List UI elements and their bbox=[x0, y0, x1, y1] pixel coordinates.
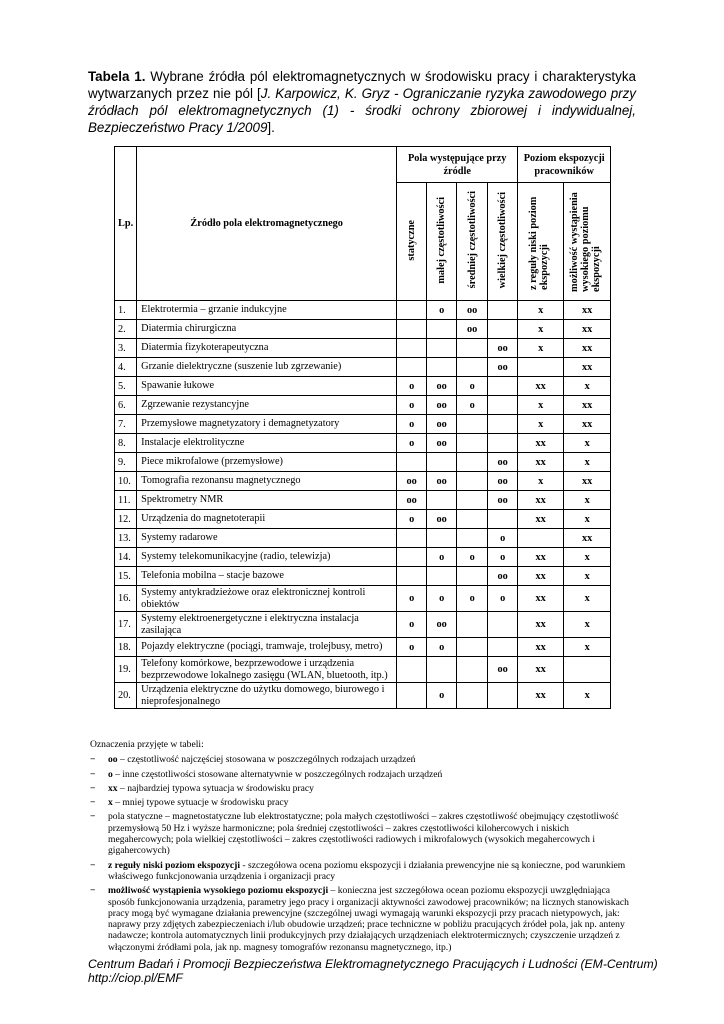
cell-low bbox=[427, 491, 457, 510]
cell-low bbox=[427, 529, 457, 548]
cell-high-exp: x bbox=[564, 377, 611, 396]
cell-mid: oo bbox=[457, 301, 488, 320]
cell-high-exp: xx bbox=[564, 320, 611, 339]
footer-institution: Centrum Badań i Promocji Bezpieczeństwa Elektromagnetycznego Pracujących i Ludności (EM-Centrum) bbox=[88, 957, 658, 971]
cell-mid: o bbox=[457, 586, 488, 612]
dash-icon: − bbox=[90, 859, 96, 871]
cell-mid bbox=[457, 339, 488, 358]
row-source: Urządzenia do magnetoterapii bbox=[137, 510, 397, 529]
cell-mid bbox=[457, 358, 488, 377]
cell-low: oo bbox=[427, 415, 457, 434]
table-row bbox=[115, 657, 611, 683]
legend-notes bbox=[90, 739, 632, 956]
table-row bbox=[115, 683, 611, 709]
cell-high-exp: x bbox=[564, 491, 611, 510]
table-row bbox=[115, 358, 611, 377]
footer bbox=[88, 957, 658, 985]
row-number: 19. bbox=[115, 657, 137, 683]
row-source: Diatermia chirurgiczna bbox=[137, 320, 397, 339]
cell-low: oo bbox=[427, 434, 457, 453]
cell-static bbox=[397, 301, 427, 320]
row-number: 20. bbox=[115, 683, 137, 709]
cell-high-exp: x bbox=[564, 586, 611, 612]
note-key: możliwość wystąpienia wysokiego poziomu ekspozycji bbox=[108, 885, 329, 897]
table-row bbox=[115, 529, 611, 548]
cell-low bbox=[427, 567, 457, 586]
cell-low: o bbox=[427, 548, 457, 567]
cell-high: oo bbox=[488, 339, 518, 358]
dash-icon: − bbox=[90, 811, 96, 823]
cell-static bbox=[397, 453, 427, 472]
table-row bbox=[115, 396, 611, 415]
cell-high: oo bbox=[488, 358, 518, 377]
row-source: Tomografia rezonansu magnetycznego bbox=[137, 472, 397, 491]
cell-mid bbox=[457, 415, 488, 434]
cell-mid bbox=[457, 529, 488, 548]
row-source: Telefony komórkowe, bezprzewodowe i urządzenia bezprzewodowe lokalnego zasięgu (WLAN, bluetooth, itp.) bbox=[137, 657, 397, 683]
note-key: x bbox=[108, 797, 113, 809]
cell-low: o bbox=[427, 586, 457, 612]
header-static: statyczne bbox=[397, 183, 427, 301]
cell-low: oo bbox=[427, 510, 457, 529]
cell-low-exp: xx bbox=[518, 510, 564, 529]
note-text: – mniej typowe sytuacje w środowisku pracy bbox=[112, 797, 289, 809]
cell-static: o bbox=[397, 377, 427, 396]
cell-high bbox=[488, 434, 518, 453]
cell-high-exp: xx bbox=[564, 472, 611, 491]
cell-static bbox=[397, 657, 427, 683]
cell-mid bbox=[457, 453, 488, 472]
header-lp: Lp. bbox=[115, 147, 137, 301]
cell-static bbox=[397, 339, 427, 358]
note-item bbox=[90, 783, 632, 794]
caption-label: Tabela 1. bbox=[88, 69, 146, 84]
row-number: 5. bbox=[115, 377, 137, 396]
cell-mid bbox=[457, 657, 488, 683]
dash-icon: − bbox=[90, 782, 96, 794]
row-source: Grzanie dielektryczne (suszenie lub zgrzewanie) bbox=[137, 358, 397, 377]
cell-low: oo bbox=[427, 612, 457, 638]
cell-mid bbox=[457, 434, 488, 453]
cell-low-exp: xx bbox=[518, 657, 564, 683]
cell-low-exp bbox=[518, 529, 564, 548]
table-row bbox=[115, 586, 611, 612]
note-item bbox=[90, 860, 632, 883]
cell-low-exp: xx bbox=[518, 586, 564, 612]
header-row-top bbox=[115, 147, 611, 183]
row-number: 18. bbox=[115, 638, 137, 657]
footer-url[interactable]: http://ciop.pl/EMF bbox=[88, 971, 183, 985]
table-row bbox=[115, 453, 611, 472]
cell-low-exp: xx bbox=[518, 638, 564, 657]
cell-static bbox=[397, 320, 427, 339]
table-row bbox=[115, 339, 611, 358]
cell-high bbox=[488, 510, 518, 529]
cell-high-exp: xx bbox=[564, 301, 611, 320]
cell-high-exp: xx bbox=[564, 358, 611, 377]
table-row bbox=[115, 567, 611, 586]
row-number: 9. bbox=[115, 453, 137, 472]
note-item bbox=[90, 811, 632, 856]
note-text: - szczegółowa ocena poziomu ekspozycji i działania prewencyjne nie są konieczne, pod warunkiem właściwego funkcjonowania urządzenia i organizacji pracy bbox=[108, 859, 626, 882]
row-number: 1. bbox=[115, 301, 137, 320]
cell-high-exp bbox=[564, 657, 611, 683]
row-source: Systemy telekomunikacyjne (radio, telewizja) bbox=[137, 548, 397, 567]
cell-high bbox=[488, 638, 518, 657]
cell-high: oo bbox=[488, 567, 518, 586]
header-source: Źródło pola elektromagnetycznego bbox=[137, 147, 397, 301]
cell-low-exp: xx bbox=[518, 434, 564, 453]
row-number: 11. bbox=[115, 491, 137, 510]
cell-low-exp: x bbox=[518, 339, 564, 358]
cell-mid bbox=[457, 567, 488, 586]
note-text: – konieczna jest szczegółowa ocean poziomu ekspozycji uwzględniająca sposób funkcjonowania urządzenia, parametry jego pracy i organizacji aktywności zawodowej pracowników; na licznych stanowiskach pracy mogą być wymagane działania prewencyjne (szczególnej uwagi wymagają warunki ekspozycji przy pracach nietypowych, jak: naprawy przy zdjętych zabezpieczeniach i/lub obudowie urządzeń; prace techniczne w pobliżu pracujących źródeł pola, jak np. anteny nadawcze; kontrola automatycznych linii produkcyjnych przy działających urządzeniach elektrotermicznych; czyszczenie urządzeń z włączonymi źródłami pola, jak np. magnesy tomografów rezonansu magnetycznego, itp.) bbox=[108, 885, 629, 953]
cell-high bbox=[488, 396, 518, 415]
cell-high-exp: xx bbox=[564, 415, 611, 434]
cell-low-exp: xx bbox=[518, 548, 564, 567]
cell-high-exp: x bbox=[564, 683, 611, 709]
row-source: Spawanie łukowe bbox=[137, 377, 397, 396]
cell-static bbox=[397, 567, 427, 586]
row-source: Elektrotermia – grzanie indukcyjne bbox=[137, 301, 397, 320]
row-number: 17. bbox=[115, 612, 137, 638]
note-key: o bbox=[108, 768, 113, 780]
cell-static bbox=[397, 548, 427, 567]
cell-low-exp: xx bbox=[518, 491, 564, 510]
cell-high-exp: x bbox=[564, 434, 611, 453]
cell-mid bbox=[457, 638, 488, 657]
row-number: 16. bbox=[115, 586, 137, 612]
cell-high: oo bbox=[488, 657, 518, 683]
cell-static: o bbox=[397, 612, 427, 638]
cell-low-exp: xx bbox=[518, 377, 564, 396]
row-number: 4. bbox=[115, 358, 137, 377]
header-exposure-group: Poziom ekspozycji pracowników bbox=[518, 147, 611, 183]
table-row bbox=[115, 434, 611, 453]
cell-static: o bbox=[397, 415, 427, 434]
cell-low: o bbox=[427, 683, 457, 709]
cell-static: o bbox=[397, 638, 427, 657]
dash-icon: − bbox=[90, 754, 96, 766]
cell-low-exp: xx bbox=[518, 567, 564, 586]
row-number: 13. bbox=[115, 529, 137, 548]
note-item bbox=[90, 769, 632, 780]
cell-mid bbox=[457, 472, 488, 491]
cell-low-exp: x bbox=[518, 320, 564, 339]
cell-static bbox=[397, 358, 427, 377]
row-source: Telefonia mobilna – stacje bazowe bbox=[137, 567, 397, 586]
cell-static: o bbox=[397, 510, 427, 529]
row-source: Piece mikrofalowe (przemysłowe) bbox=[137, 453, 397, 472]
cell-low-exp: x bbox=[518, 472, 564, 491]
table-row bbox=[115, 415, 611, 434]
cell-low: oo bbox=[427, 472, 457, 491]
caption-end: ]. bbox=[267, 120, 275, 135]
cell-low-exp: x bbox=[518, 415, 564, 434]
cell-high bbox=[488, 683, 518, 709]
header-high-freq: wielkiej częstotliwości bbox=[488, 183, 518, 301]
note-text: – inne częstotliwości stosowane alternatywnie w poszczególnych rodzajach urządzeń bbox=[112, 768, 443, 780]
cell-high: o bbox=[488, 586, 518, 612]
row-source: Systemy radarowe bbox=[137, 529, 397, 548]
notes-title: Oznaczenia przyjęte w tabeli: bbox=[90, 739, 204, 750]
cell-high-exp: x bbox=[564, 567, 611, 586]
cell-low: oo bbox=[427, 396, 457, 415]
cell-mid bbox=[457, 612, 488, 638]
cell-high-exp: x bbox=[564, 548, 611, 567]
cell-high bbox=[488, 377, 518, 396]
row-source: Spektrometry NMR bbox=[137, 491, 397, 510]
row-number: 15. bbox=[115, 567, 137, 586]
cell-high bbox=[488, 301, 518, 320]
row-number: 2. bbox=[115, 320, 137, 339]
row-number: 6. bbox=[115, 396, 137, 415]
cell-low-exp: xx bbox=[518, 612, 564, 638]
cell-mid: o bbox=[457, 548, 488, 567]
table-row bbox=[115, 301, 611, 320]
row-number: 10. bbox=[115, 472, 137, 491]
note-item bbox=[90, 797, 632, 808]
note-key: z reguły niski poziom ekspozycji bbox=[108, 859, 241, 871]
note-key: oo bbox=[108, 754, 118, 766]
table-row bbox=[115, 491, 611, 510]
row-source: Systemy antykradzieżowe oraz elektronicznej kontroli obiektów bbox=[137, 586, 397, 612]
cell-low bbox=[427, 657, 457, 683]
row-number: 14. bbox=[115, 548, 137, 567]
cell-high: o bbox=[488, 529, 518, 548]
cell-low bbox=[427, 339, 457, 358]
cell-mid bbox=[457, 491, 488, 510]
cell-high bbox=[488, 612, 518, 638]
cell-static: o bbox=[397, 396, 427, 415]
cell-low: oo bbox=[427, 377, 457, 396]
cell-static: o bbox=[397, 586, 427, 612]
row-number: 8. bbox=[115, 434, 137, 453]
table-row bbox=[115, 510, 611, 529]
cell-high: oo bbox=[488, 472, 518, 491]
row-number: 7. bbox=[115, 415, 137, 434]
cell-low-exp: x bbox=[518, 301, 564, 320]
sources-table bbox=[114, 146, 611, 709]
cell-high-exp: xx bbox=[564, 396, 611, 415]
table-row bbox=[115, 638, 611, 657]
cell-mid bbox=[457, 683, 488, 709]
cell-high: oo bbox=[488, 453, 518, 472]
row-source: Zgrzewanie rezystancyjne bbox=[137, 396, 397, 415]
table-row bbox=[115, 377, 611, 396]
cell-low-exp: xx bbox=[518, 453, 564, 472]
note-item bbox=[90, 754, 632, 765]
cell-static: oo bbox=[397, 472, 427, 491]
note-text: – najbardziej typowa sytuacja w środowisku pracy bbox=[117, 782, 314, 794]
cell-static bbox=[397, 529, 427, 548]
cell-high-exp: x bbox=[564, 510, 611, 529]
dash-icon: − bbox=[90, 797, 96, 809]
note-key: xx bbox=[108, 782, 118, 794]
header-low-level: z reguły niski poziom ekspozycji bbox=[518, 183, 564, 301]
header-high-level: możliwość wystąpienia wysokiego poziomu ekspozycji bbox=[564, 183, 611, 301]
cell-mid bbox=[457, 510, 488, 529]
cell-high-exp: xx bbox=[564, 529, 611, 548]
dash-icon: − bbox=[90, 768, 96, 780]
cell-low: o bbox=[427, 638, 457, 657]
row-number: 12. bbox=[115, 510, 137, 529]
cell-high-exp: xx bbox=[564, 339, 611, 358]
cell-low-exp: x bbox=[518, 396, 564, 415]
note-text: – częstotliwość najczęściej stosowana w poszczególnych rodzajach urządzeń bbox=[117, 754, 416, 766]
note-item bbox=[90, 885, 632, 953]
table-row bbox=[115, 548, 611, 567]
cell-high: oo bbox=[488, 491, 518, 510]
cell-high bbox=[488, 320, 518, 339]
table-row bbox=[115, 472, 611, 491]
row-source: Diatermia fizykoterapeutyczna bbox=[137, 339, 397, 358]
cell-high-exp: x bbox=[564, 638, 611, 657]
cell-low bbox=[427, 358, 457, 377]
cell-mid: o bbox=[457, 377, 488, 396]
header-low-freq: małej częstotliwości bbox=[427, 183, 457, 301]
row-source: Pojazdy elektryczne (pociągi, tramwaje, trolejbusy, metro) bbox=[137, 638, 397, 657]
row-number: 3. bbox=[115, 339, 137, 358]
dash-icon: − bbox=[90, 885, 96, 897]
header-mid-freq: średniej częstotliwości bbox=[457, 183, 488, 301]
row-source: Instalacje elektrolityczne bbox=[137, 434, 397, 453]
row-source: Urządzenia elektryczne do użytku domowego, biurowego i nieprofesjonalnego bbox=[137, 683, 397, 709]
cell-high bbox=[488, 415, 518, 434]
cell-static: o bbox=[397, 434, 427, 453]
caption-reference: J. Karpowicz, K. Gryz - Ograniczanie ryzyka zawodowego przy źródłach pól elektromagnetycznych (1) - środki ochrony zbiorowej i indywidualnej, Bezpieczeństwo Pracy 1/2009 bbox=[88, 86, 636, 135]
cell-low bbox=[427, 320, 457, 339]
cell-static: oo bbox=[397, 491, 427, 510]
cell-mid: o bbox=[457, 396, 488, 415]
row-source: Przemysłowe magnetyzatory i demagnetyzatory bbox=[137, 415, 397, 434]
cell-low: o bbox=[427, 301, 457, 320]
cell-high-exp: x bbox=[564, 453, 611, 472]
caption-text: Wybrane źródła pól elektromagnetycznych w środowisku pracy i charakterystyka wytwarzanych przez nie pól [ bbox=[88, 69, 636, 101]
cell-high: o bbox=[488, 548, 518, 567]
table-row bbox=[115, 320, 611, 339]
header-fields-group: Pola występujące przy źródle bbox=[397, 147, 518, 183]
note-text: pola statyczne – magnetostatyczne lub elektrostatyczne; pola małych częstotliwości – zakres częstotliwość obejmujący częstotliwość przemysłową 50 Hz i wyższe harmoniczne; pola średniej częstotliwości – zakres częstotliwości kilohercowych i niskich megahercowych; pola wielkiej częstotliwości – zakres częstotliwości radiowych i mikrofalowych (wysokich megahercowych i gigahercowych) bbox=[108, 811, 619, 857]
table-caption bbox=[88, 68, 636, 136]
cell-low bbox=[427, 453, 457, 472]
cell-low-exp bbox=[518, 358, 564, 377]
cell-mid: oo bbox=[457, 320, 488, 339]
cell-high-exp: x bbox=[564, 612, 611, 638]
cell-static bbox=[397, 683, 427, 709]
table-row bbox=[115, 612, 611, 638]
row-source: Systemy elektroenergetyczne i elektryczna instalacja zasilająca bbox=[137, 612, 397, 638]
cell-low-exp: xx bbox=[518, 683, 564, 709]
